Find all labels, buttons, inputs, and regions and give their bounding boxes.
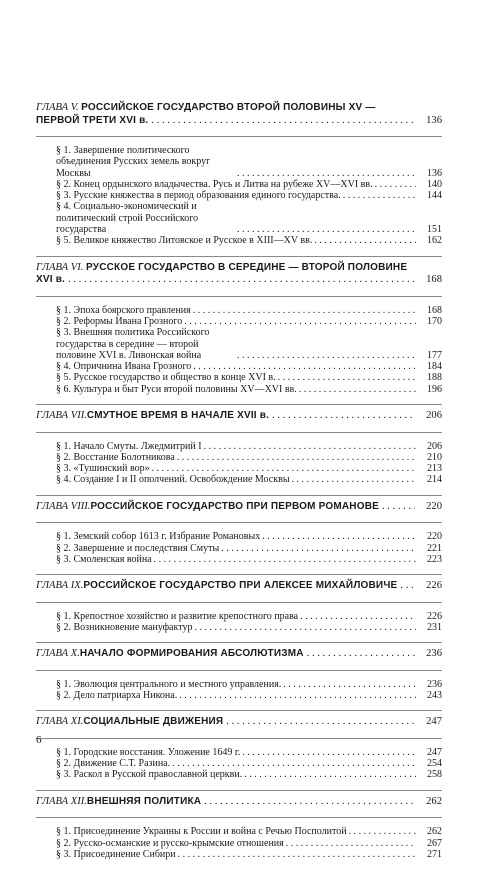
section-entry <box>56 531 442 542</box>
chapter-page: 262 <box>426 795 442 807</box>
section-title: § 1. Земский собор 1613 г. Избрание Романовых <box>56 531 261 543</box>
dot-leader <box>177 452 416 463</box>
section-page: 262 <box>427 826 442 838</box>
section-page: 226 <box>427 610 442 622</box>
chapter-heading <box>36 500 442 524</box>
chapter-page: 206 <box>426 410 442 422</box>
section-title: § 5. Великое княжество Литовское и Русское в XIII—XV вв. <box>56 235 313 247</box>
section-list <box>36 441 442 495</box>
dot-leader <box>193 361 416 372</box>
section-entry <box>56 622 442 633</box>
section-page: 247 <box>427 746 442 758</box>
chapter-title: СОЦИАЛЬНЫЕ ДВИЖЕНИЯ <box>83 716 224 728</box>
dot-leader <box>237 168 416 179</box>
section-page: 220 <box>427 531 442 543</box>
section-page: 214 <box>427 474 442 486</box>
dot-leader <box>262 531 416 542</box>
chapter-block <box>36 715 442 790</box>
section-entry <box>56 747 442 758</box>
dot-leader <box>299 384 416 395</box>
chapter-title: ВНЕШНЯЯ ПОЛИТИКА <box>86 795 202 807</box>
chapter-prefix: ГЛАВА V. <box>36 102 79 113</box>
section-page: 236 <box>427 678 442 690</box>
section-title: § 3. Раскол в Русской православной церкви. <box>56 769 243 781</box>
section-entry <box>56 190 442 201</box>
section-title: § 1. Начало Смуты. Лжедмитрий I <box>56 440 202 452</box>
chapter-title-line <box>36 796 442 809</box>
chapter-title: РОССИЙСКОЕ ГОСУДАРСТВО ПРИ ПЕРВОМ РОМАНОВЕ <box>90 500 379 512</box>
section-page: 170 <box>427 315 442 327</box>
chapter-title-line <box>36 580 442 593</box>
chapter-prefix: ГЛАВА XII. <box>36 795 87 807</box>
section-page: 140 <box>427 178 442 190</box>
dot-leader <box>193 305 416 316</box>
section-page: 136 <box>427 167 442 179</box>
section-title: § 4. Опричнина Ивана Грозного <box>56 361 192 373</box>
section-entry <box>56 611 442 622</box>
section-entry <box>56 769 442 780</box>
chapter-block <box>36 795 442 869</box>
section-entry <box>56 554 442 565</box>
chapter-title-line <box>36 716 442 729</box>
section-entry <box>56 543 442 554</box>
chapter-prefix: ГЛАВА VI. <box>36 261 84 273</box>
dot-leader <box>307 648 415 661</box>
chapter-title-line <box>36 501 442 514</box>
chapter-title: ПЕРВОЙ ТРЕТИ XVI в. <box>36 114 149 126</box>
chapter-title-line <box>36 262 442 275</box>
section-entry <box>56 327 442 361</box>
section-list <box>36 679 442 711</box>
section-title: § 3. Русские княжества в период образования единого государства. <box>56 190 341 202</box>
chapter-page: 236 <box>426 648 442 660</box>
chapter-title: РОССИЙСКОЕ ГОСУДАРСТВО ВТОРОЙ ПОЛОВИНЫ XV — <box>81 102 376 113</box>
section-title: § 2. Завершение и последствия Смуты <box>56 542 220 554</box>
section-page: 184 <box>427 361 442 373</box>
section-title: § 2. Конец ордынского владычества. Русь и Литва на рубеже XV—XVI вв. <box>56 178 373 190</box>
page-number: 6 <box>36 734 42 746</box>
chapter-heading <box>36 261 442 297</box>
section-list <box>36 747 442 790</box>
section-page: 177 <box>427 349 442 361</box>
section-page: 271 <box>427 848 442 860</box>
dot-leader <box>226 716 415 729</box>
chapter-prefix: ГЛАВА IX. <box>36 580 84 592</box>
chapter-title-line <box>36 274 442 287</box>
section-title: § 1. Присоединение Украины к России и война с Речью Посполитой <box>56 826 347 838</box>
section-entry <box>56 690 442 701</box>
chapter-page: 226 <box>426 580 442 592</box>
chapter-heading <box>36 579 442 603</box>
section-list <box>36 531 442 574</box>
section-title: § 3. Присоединение Сибири <box>56 848 176 860</box>
chapter-title-line <box>36 410 442 423</box>
section-page: 231 <box>427 621 442 633</box>
dot-leader <box>242 747 416 758</box>
chapter-block <box>36 500 442 575</box>
section-page: 258 <box>427 769 442 781</box>
section-title: § 1. Эпоха боярского правления <box>56 304 191 316</box>
chapter-page: 220 <box>426 500 442 512</box>
section-title: § 2. Движение С.Т. Разина. <box>56 758 171 770</box>
chapter-title: РОССИЙСКОЕ ГОСУДАРСТВО ПРИ АЛЕКСЕЕ МИХАЙЛОВИЧЕ <box>83 580 398 592</box>
section-page: 196 <box>427 383 442 395</box>
section-entry <box>56 361 442 372</box>
chapter-heading <box>36 101 442 137</box>
chapter-title-line <box>36 648 442 661</box>
section-page: 223 <box>427 553 442 565</box>
section-page: 206 <box>427 440 442 452</box>
section-page: 221 <box>427 542 442 554</box>
section-title: § 3. Внешняя политика Российского государства в середине — второй половине XVI в. Ливонская война <box>56 327 210 361</box>
dot-leader <box>400 580 415 593</box>
table-of-contents <box>36 101 442 873</box>
section-entry <box>56 145 442 179</box>
section-title: § 4. Социально-экономический и политический строй Российского государства <box>56 201 199 236</box>
chapter-block <box>36 101 442 257</box>
chapter-title: НАЧАЛО ФОРМИРОВАНИЯ АБСОЛЮТИЗМА <box>79 648 304 660</box>
section-title: § 5. Русское государство и общество в конце XVI в. <box>56 372 276 384</box>
dot-leader <box>237 350 416 361</box>
section-page: 151 <box>427 224 442 236</box>
chapter-block <box>36 647 442 711</box>
section-page: 210 <box>427 451 442 463</box>
dot-leader <box>151 115 415 128</box>
section-entry <box>56 463 442 474</box>
dot-leader <box>184 316 416 327</box>
dot-leader <box>375 179 416 190</box>
section-page: 168 <box>427 304 442 316</box>
section-list <box>36 305 442 404</box>
section-entry <box>56 838 442 849</box>
dot-leader <box>221 543 416 554</box>
dot-leader <box>179 690 416 701</box>
dot-leader <box>204 441 416 452</box>
chapter-prefix: ГЛАВА VIII. <box>36 500 91 512</box>
section-entry <box>56 849 442 860</box>
section-title: § 2. Возникновение мануфактур <box>56 621 193 633</box>
section-entry <box>56 179 442 190</box>
dot-leader <box>300 611 416 622</box>
chapter-title: РУССКОЕ ГОСУДАРСТВО В СЕРЕДИНЕ — ВТОРОЙ ПОЛОВИНЕ <box>86 261 408 273</box>
chapter-heading <box>36 715 442 739</box>
dot-leader <box>343 190 416 201</box>
chapter-title-line <box>36 102 442 115</box>
section-list <box>36 826 442 869</box>
section-list <box>36 145 442 256</box>
dot-leader <box>152 463 416 474</box>
section-entry <box>56 305 442 316</box>
section-entry <box>56 452 442 463</box>
chapter-page: 247 <box>426 716 442 728</box>
dot-leader <box>237 224 416 235</box>
section-title: § 1. Эволюция центрального и местного управления. <box>56 678 282 690</box>
dot-leader <box>283 679 416 690</box>
dot-leader <box>194 622 416 633</box>
dot-leader <box>286 838 416 849</box>
section-title: § 1. Крепостное хозяйство и развитие крепостного права <box>56 610 299 622</box>
section-entry <box>56 316 442 327</box>
dot-leader <box>178 849 416 860</box>
section-entry <box>56 474 442 485</box>
chapter-prefix: ГЛАВА VII. <box>36 410 87 422</box>
section-title: § 2. Русско-османские и русско-крымские отношения <box>56 837 284 849</box>
section-page: 188 <box>427 372 442 384</box>
chapter-title-line <box>36 115 442 128</box>
chapter-page: 168 <box>426 274 442 286</box>
chapter-block <box>36 261 442 405</box>
section-entry <box>56 372 442 383</box>
section-page: 213 <box>427 463 442 475</box>
chapter-prefix: ГЛАВА X. <box>36 648 80 660</box>
section-page: 267 <box>427 837 442 849</box>
section-title: § 2. Реформы Ивана Грозного <box>56 315 183 327</box>
section-entry <box>56 679 442 690</box>
section-entry <box>56 441 442 452</box>
section-entry <box>56 384 442 395</box>
section-title: § 1. Городские восстания. Уложение 1649 г. <box>56 746 241 758</box>
dot-leader <box>244 769 416 780</box>
dot-leader <box>292 474 416 485</box>
section-list <box>36 611 442 643</box>
section-entry <box>56 826 442 837</box>
chapter-prefix: ГЛАВА XI. <box>36 716 84 728</box>
dot-leader <box>204 796 415 809</box>
chapter-heading <box>36 409 442 433</box>
dot-leader <box>278 372 416 383</box>
chapter-heading <box>36 795 442 819</box>
section-title: § 1. Завершение политического объединения Русских земель вокруг Москвы <box>56 145 211 179</box>
dot-leader <box>349 826 416 837</box>
section-entry <box>56 201 442 235</box>
section-entry <box>56 235 442 246</box>
chapter-block <box>36 579 442 643</box>
chapter-page: 136 <box>426 114 442 126</box>
chapter-title: СМУТНОЕ ВРЕМЯ В НАЧАЛЕ XVII в. <box>86 410 270 422</box>
section-title: § 2. Восстание Болотникова <box>56 451 175 463</box>
dot-leader <box>154 554 416 565</box>
section-title: § 2. Дело патриарха Никона. <box>56 690 178 702</box>
section-title: § 6. Культура и быт Руси второй половины XV—XVI вв. <box>56 383 297 395</box>
chapter-block <box>36 409 442 496</box>
section-title: § 4. Создание I и II ополчений. Освобождение Москвы <box>56 474 290 486</box>
section-title: § 3. Смоленская война <box>56 553 152 565</box>
dot-leader <box>382 501 415 514</box>
dot-leader <box>272 410 415 423</box>
section-page: 254 <box>427 758 442 770</box>
section-page: 243 <box>427 690 442 702</box>
chapter-heading <box>36 647 442 671</box>
dot-leader <box>68 274 415 287</box>
chapter-title: XVI в. <box>36 274 66 286</box>
section-title: § 3. «Тушинский вор» <box>56 463 150 475</box>
section-page: 144 <box>427 190 442 202</box>
section-page: 162 <box>427 235 442 247</box>
dot-leader <box>314 235 416 246</box>
